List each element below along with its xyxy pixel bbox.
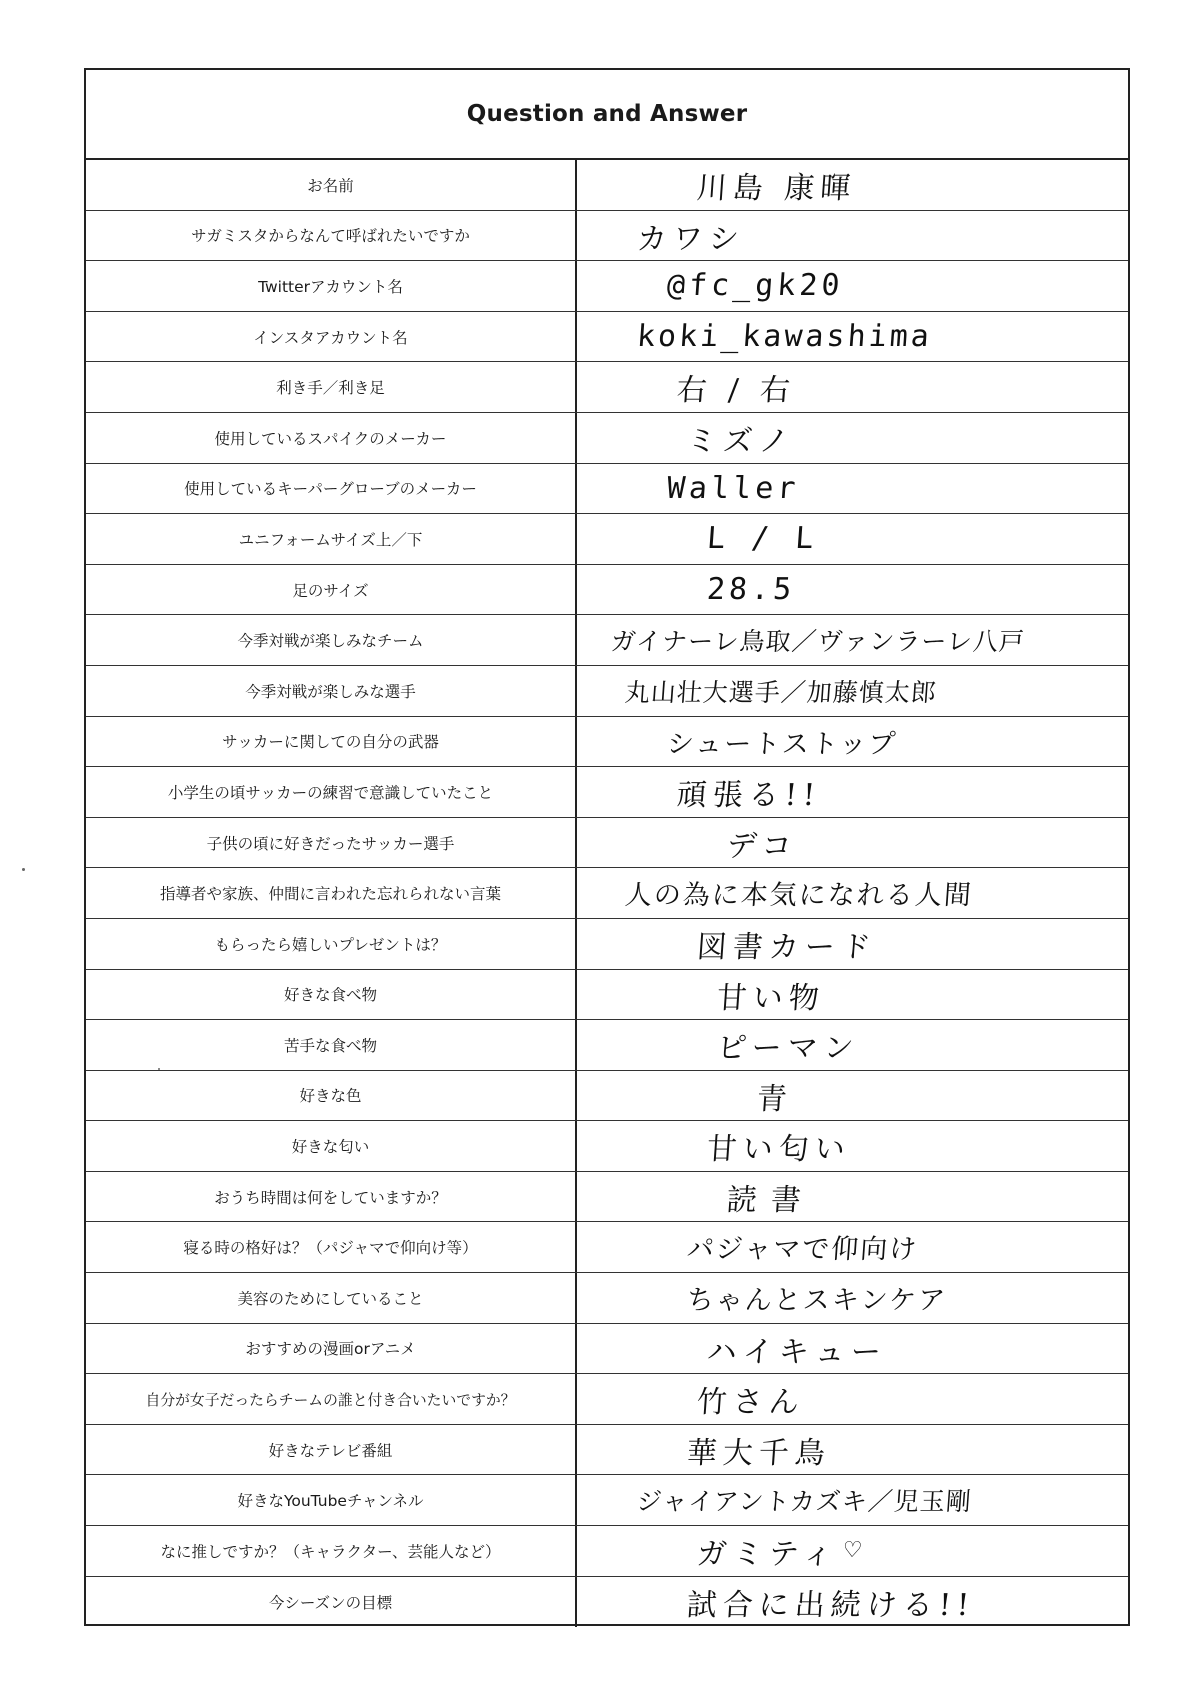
qa-row [86,565,1128,616]
sheet-title: Question and Answer [466,101,748,127]
answer-cell: ジャイアントカズキ／児玉剛 [635,1487,973,1517]
answer-cell: 青 [755,1081,794,1117]
qa-row [86,1324,1128,1375]
answer-cell: 28.5 [705,572,797,608]
answer-cell: 右 / 右 [675,373,798,409]
question-cell: 自分が女子だったらチームの誰と付き合いたいですか？ [86,1374,577,1424]
answer-cell: 川島 康暉 [695,170,858,206]
answer-cell: ガイナーレ鳥取／ヴァンラーレ八戸 [609,627,1026,657]
qa-row [86,868,1128,919]
question-cell: 使用しているスパイクのメーカー [86,413,577,463]
question-cell: なに推しですか？（キャラクター、芸能人など） [86,1526,577,1576]
answer-cell: ちゃんとスキンケア [685,1285,949,1317]
title-row [86,70,1128,160]
answer-cell: 甘い物 [715,980,826,1016]
question-cell: 今季対戦が楽しみなチーム [86,615,577,665]
answer-cell: 甘い匂い [705,1132,852,1168]
qa-row [86,666,1128,717]
qa-row [86,1425,1128,1476]
answer-cell: 人の為に本気になれる人間 [623,880,974,912]
answer-cell: L / L [705,521,819,557]
scan-speck [22,868,25,871]
question-cell: 今シーズンの目標 [86,1577,577,1628]
question-cell: 好きなYouTubeチャンネル [86,1475,577,1525]
question-cell: おすすめの漫画orアニメ [86,1324,577,1374]
question-cell: おうち時間は何をしていますか？ [86,1172,577,1222]
qa-row [86,464,1128,515]
qa-row [86,261,1128,312]
question-cell: 子供の頃に好きだったサッカー選手 [86,818,577,868]
qa-row [86,1020,1128,1071]
question-cell: 好きな匂い [86,1121,577,1171]
qa-row [86,919,1128,970]
question-cell: 好きな色 [86,1071,577,1121]
question-cell: 使用しているキーパーグローブのメーカー [86,464,577,514]
heart-icon: ♡ [841,1538,864,1564]
question-cell: 足のサイズ [86,565,577,615]
qa-row [86,1577,1128,1628]
qa-row [86,1475,1128,1526]
qa-row [86,767,1128,818]
answer-cell: 図書カード [695,929,878,965]
question-cell: 寝る時の格好は？（パジャマで仰向け等） [86,1222,577,1272]
qa-row [86,211,1128,262]
qa-row [86,1071,1128,1122]
answer-cell: パジャマで仰向け [685,1234,920,1266]
question-cell: 好きなテレビ番組 [86,1425,577,1475]
qa-row [86,312,1128,363]
question-cell: 苦手な食べ物 [86,1020,577,1070]
qa-row [86,1374,1128,1425]
answer-cell [575,1526,1129,1576]
answer-cell: 試合に出続ける!! [685,1587,977,1623]
answer-cell: 竹さん [695,1385,806,1421]
answer-cell: ハイキュー [705,1334,888,1370]
scan-speck [158,1068,160,1070]
question-cell: サガミスタからなんて呼ばれたいですか [86,211,577,261]
answer-cell: koki_kawashima [635,319,934,355]
qa-row [86,1526,1128,1577]
answer-cell: ミズノ [685,423,796,459]
question-cell: 小学生の頃サッカーの練習で意識していたこと [86,767,577,817]
qa-sheet [84,68,1130,1626]
qa-row [86,818,1128,869]
answer-cell: ピーマン [715,1030,861,1066]
qa-row [86,1172,1128,1223]
question-cell: 指導者や家族、仲間に言われた忘れられない言葉 [86,868,577,918]
qa-row [86,1273,1128,1324]
qa-row [86,1121,1128,1172]
qa-row [86,413,1128,464]
qa-row [86,1222,1128,1273]
question-cell: Twitterアカウント名 [86,261,577,311]
qa-row [86,970,1128,1021]
question-cell: 利き手／利き足 [86,362,577,412]
answer-cell: カワシ [635,221,746,257]
question-cell: もらったら嬉しいプレゼントは？ [86,919,577,969]
question-cell: サッカーに関しての自分の武器 [86,717,577,767]
answer-cell: デコ [725,828,799,864]
question-cell: 好きな食べ物 [86,970,577,1020]
qa-row [86,160,1128,211]
answer-cell: 丸山壮大選手／加藤慎太郎 [623,677,938,707]
qa-table [86,160,1128,1627]
question-cell: 美容のためにしていること [86,1273,577,1323]
answer-cell: 頑張る!! [675,777,823,813]
answer-cell: シュートストップ [665,728,899,760]
question-cell: お名前 [86,160,577,210]
answer-cell: Waller [665,470,801,506]
qa-row [86,362,1128,413]
qa-row [86,514,1128,565]
answer-cell: @fc_gk20 [665,268,845,304]
answer-text: ガミティ [695,1536,840,1572]
qa-row [86,615,1128,666]
question-cell: ユニフォームサイズ上／下 [86,514,577,564]
qa-row [86,717,1128,768]
question-cell: インスタアカウント名 [86,312,577,362]
answer-cell: 読書 [725,1182,816,1218]
answer-cell: 華大千鳥 [685,1435,832,1471]
question-cell: 今季対戦が楽しみな選手 [86,666,577,716]
